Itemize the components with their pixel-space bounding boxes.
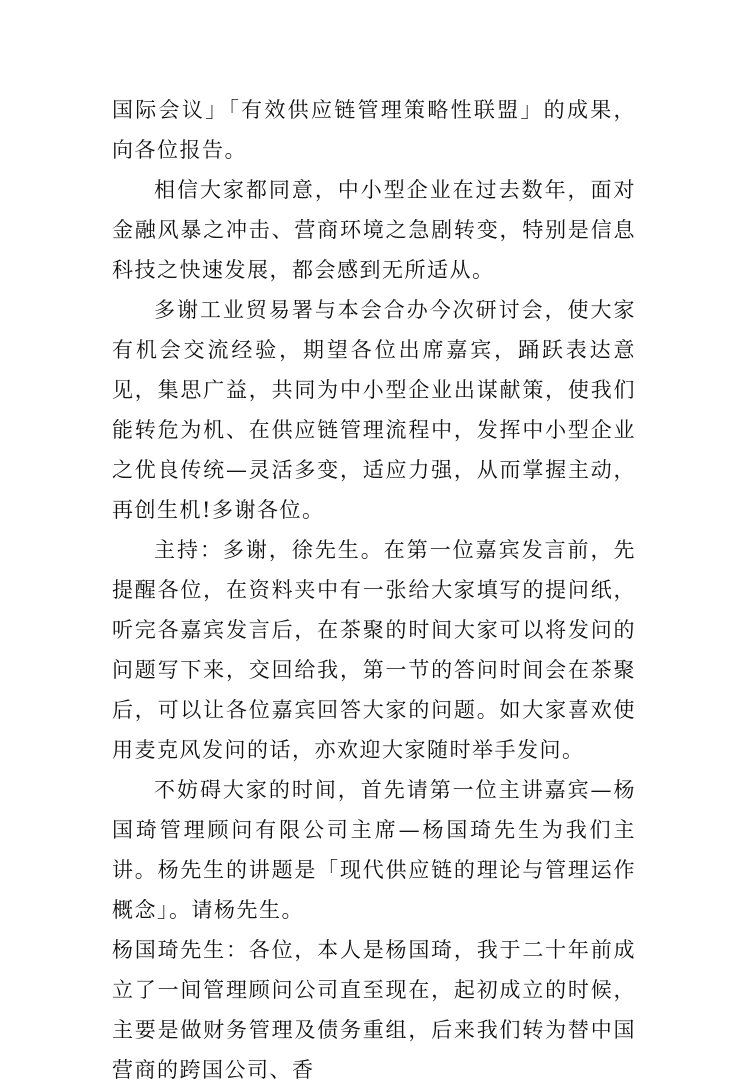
paragraph: 多谢工业贸易署与本会合办今次研讨会，使大家有机会交流经验，期望各位出席嘉宾，踊跃表达意见，集思广益，共同为中小型企业出谋献策，使我们能转危为机、在供应链管理流程中，发挥中小型企业之优良传统—灵活多变，适应力强，从而掌握主动，再创生机!多谢各位。 [112, 298, 636, 522]
paragraph: 主持：多谢，徐先生。在第一位嘉宾发言前，先提醒各位，在资料夹中有一张给大家填写的提问纸，听完各嘉宾发言后，在茶聚的时间大家可以将发问的问题写下来，交回给我，第一节的答问时间会在茶聚后，可以让各位嘉宾回答大家的问题。如大家喜欢使用麦克风发问的话，亦欢迎大家随时举手发问。 [112, 538, 636, 762]
paragraph: 国际会议」「有效供应链管理策略性联盟」的成果，向各位报告。 [112, 98, 636, 162]
paragraph: 不妨碍大家的时间，首先请第一位主讲嘉宾—杨国琦管理顾问有限公司主席—杨国琦先生为我们主讲。杨先生的讲题是「现代供应链的理论与管理运作概念」。请杨先生。 [112, 778, 636, 922]
paragraph: 杨国琦先生：各位，本人是杨国琦，我于二十年前成立了一间管理顾问公司直至现在，起初成立的时候，主要是做财务管理及债务重组，后来我们转为替中国营商的跨国公司、香 [112, 938, 636, 1082]
paragraph: 相信大家都同意，中小型企业在过去数年，面对金融风暴之冲击、营商环境之急剧转变，特别是信息科技之快速发展，都会感到无所适从。 [112, 178, 636, 282]
document-body [112, 90, 636, 1090]
